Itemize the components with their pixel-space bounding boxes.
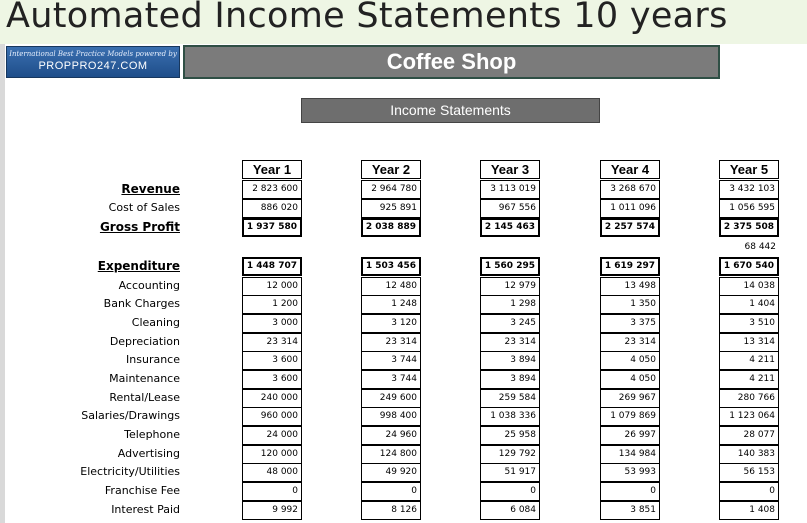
table-cell[interactable]: 6 084: [480, 501, 540, 520]
table-cell[interactable]: 120 000: [242, 445, 302, 464]
table-cell[interactable]: 12 979: [480, 277, 540, 296]
table-cell[interactable]: 51 917: [480, 463, 540, 482]
table-cell[interactable]: 1 560 295: [480, 257, 540, 276]
row-label-salaries-drawings: Salaries/Drawings: [81, 409, 180, 422]
year-header-3: Year 3: [480, 160, 540, 179]
table-cell[interactable]: 12 000: [242, 277, 302, 296]
table-cell[interactable]: 4 211: [719, 370, 779, 389]
table-cell[interactable]: 3 432 103: [719, 180, 779, 199]
table-cell[interactable]: 3 375: [600, 314, 660, 333]
table-cell[interactable]: 13 498: [600, 277, 660, 296]
table-cell[interactable]: 124 800: [361, 445, 421, 464]
logo-name: PROPPRO247.COM: [38, 60, 148, 72]
table-cell[interactable]: 3 851: [600, 501, 660, 520]
table-cell[interactable]: 240 000: [242, 389, 302, 408]
row-label-rental-lease: Rental/Lease: [109, 391, 180, 404]
row-label-electricity-utilities: Electricity/Utilities: [80, 465, 180, 478]
table-cell[interactable]: 3 744: [361, 351, 421, 370]
table-cell[interactable]: 48 000: [242, 463, 302, 482]
table-cell[interactable]: 12 480: [361, 277, 421, 296]
row-label-gross-profit: Gross Profit: [99, 220, 180, 234]
table-cell[interactable]: 3 000: [242, 314, 302, 333]
table-cell[interactable]: 2 038 889: [361, 218, 421, 237]
table-cell[interactable]: 129 792: [480, 445, 540, 464]
table-cell[interactable]: 3 268 670: [600, 180, 660, 199]
row-label-franchise-fee: Franchise Fee: [104, 484, 180, 497]
proppro-logo[interactable]: [6, 46, 180, 78]
table-cell[interactable]: 13 314: [719, 333, 779, 352]
table-cell[interactable]: 0: [480, 482, 540, 501]
table-cell[interactable]: 1 248: [361, 295, 421, 314]
table-cell[interactable]: 2 823 600: [242, 180, 302, 199]
table-cell[interactable]: 2 964 780: [361, 180, 421, 199]
table-cell[interactable]: 26 997: [600, 426, 660, 445]
table-cell[interactable]: 9 992: [242, 501, 302, 520]
table-cell[interactable]: 1 038 336: [480, 407, 540, 426]
table-cell[interactable]: 4 050: [600, 351, 660, 370]
table-cell[interactable]: 1 011 096: [600, 199, 660, 218]
table-cell[interactable]: 3 894: [480, 370, 540, 389]
year-header-1: Year 1: [242, 160, 302, 179]
table-cell[interactable]: 2 145 463: [480, 218, 540, 237]
table-cell[interactable]: 886 020: [242, 199, 302, 218]
table-cell[interactable]: 4 211: [719, 351, 779, 370]
table-cell[interactable]: 23 314: [361, 333, 421, 352]
table-cell[interactable]: 269 967: [600, 389, 660, 408]
table-cell[interactable]: 23 314: [242, 333, 302, 352]
row-label-interest-paid: Interest Paid: [111, 503, 180, 516]
table-cell[interactable]: 3 510: [719, 314, 779, 333]
year-header-5: Year 5: [719, 160, 779, 179]
table-cell[interactable]: 53 993: [600, 463, 660, 482]
table-cell[interactable]: 1 123 064: [719, 407, 779, 426]
table-cell[interactable]: 1 350: [600, 295, 660, 314]
row-label-cost-of-sales: Cost of Sales: [108, 201, 180, 214]
table-cell[interactable]: 0: [242, 482, 302, 501]
table-cell[interactable]: 1 503 456: [361, 257, 421, 276]
income-statements-heading: Income Statements: [301, 98, 600, 123]
table-cell[interactable]: 1 056 595: [719, 199, 779, 218]
table-cell[interactable]: 3 744: [361, 370, 421, 389]
table-cell[interactable]: 8 126: [361, 501, 421, 520]
table-cell[interactable]: 14 038: [719, 277, 779, 296]
table-cell[interactable]: 24 960: [361, 426, 421, 445]
table-cell[interactable]: 1 937 580: [242, 218, 302, 237]
title-bar: [0, 0, 807, 44]
table-cell[interactable]: 2 375 508: [719, 218, 779, 237]
table-cell[interactable]: 0: [719, 482, 779, 501]
page-title: Automated Income Statements 10 years: [6, 0, 728, 36]
year-header-4: Year 4: [600, 160, 660, 179]
table-cell[interactable]: 249 600: [361, 389, 421, 408]
table-cell[interactable]: 259 584: [480, 389, 540, 408]
table-cell[interactable]: 1 448 707: [242, 257, 302, 276]
table-cell[interactable]: 3 600: [242, 370, 302, 389]
table-cell[interactable]: 25 958: [480, 426, 540, 445]
row-label-maintenance: Maintenance: [109, 372, 180, 385]
company-name-banner: Coffee Shop: [183, 45, 720, 79]
table-cell[interactable]: 1 408: [719, 501, 779, 520]
table-cell[interactable]: 3 113 019: [480, 180, 540, 199]
row-label-bank-charges: Bank Charges: [103, 297, 180, 310]
table-cell[interactable]: 960 000: [242, 407, 302, 426]
extra-value-cell[interactable]: 68 442: [744, 242, 776, 252]
year-header-2: Year 2: [361, 160, 421, 179]
table-cell[interactable]: 1 619 297: [600, 257, 660, 276]
table-cell[interactable]: 3 120: [361, 314, 421, 333]
table-cell[interactable]: 56 153: [719, 463, 779, 482]
row-label-advertising: Advertising: [117, 447, 180, 460]
table-cell[interactable]: 1 200: [242, 295, 302, 314]
row-label-accounting: Accounting: [118, 279, 180, 292]
table-cell[interactable]: 49 920: [361, 463, 421, 482]
logo-tagline: International Best Practice Models powered by: [9, 50, 177, 58]
table-cell[interactable]: 967 556: [480, 199, 540, 218]
table-cell[interactable]: 1 670 540: [719, 257, 779, 276]
row-label-cleaning: Cleaning: [131, 316, 180, 329]
row-label-revenue: Revenue: [121, 182, 180, 196]
table-cell[interactable]: 4 050: [600, 370, 660, 389]
table-cell[interactable]: 925 891: [361, 199, 421, 218]
table-cell[interactable]: 28 077: [719, 426, 779, 445]
table-cell[interactable]: 998 400: [361, 407, 421, 426]
table-cell[interactable]: 3 600: [242, 351, 302, 370]
table-cell[interactable]: 1 079 869: [600, 407, 660, 426]
table-cell[interactable]: 3 894: [480, 351, 540, 370]
table-cell[interactable]: 1 298: [480, 295, 540, 314]
table-cell[interactable]: 140 383: [719, 445, 779, 464]
table-cell[interactable]: 280 766: [719, 389, 779, 408]
table-cell[interactable]: 2 257 574: [600, 218, 660, 237]
table-cell[interactable]: 23 314: [480, 333, 540, 352]
row-label-insurance: Insurance: [126, 353, 180, 366]
table-cell[interactable]: 23 314: [600, 333, 660, 352]
table-cell[interactable]: 24 000: [242, 426, 302, 445]
table-cell[interactable]: 3 245: [480, 314, 540, 333]
table-cell[interactable]: 1 404: [719, 295, 779, 314]
row-label-expenditure: Expenditure: [97, 259, 180, 273]
row-label-depreciation: Depreciation: [109, 335, 180, 348]
table-cell[interactable]: 0: [361, 482, 421, 501]
table-cell[interactable]: 134 984: [600, 445, 660, 464]
row-label-telephone: Telephone: [124, 428, 180, 441]
table-cell[interactable]: 0: [600, 482, 660, 501]
